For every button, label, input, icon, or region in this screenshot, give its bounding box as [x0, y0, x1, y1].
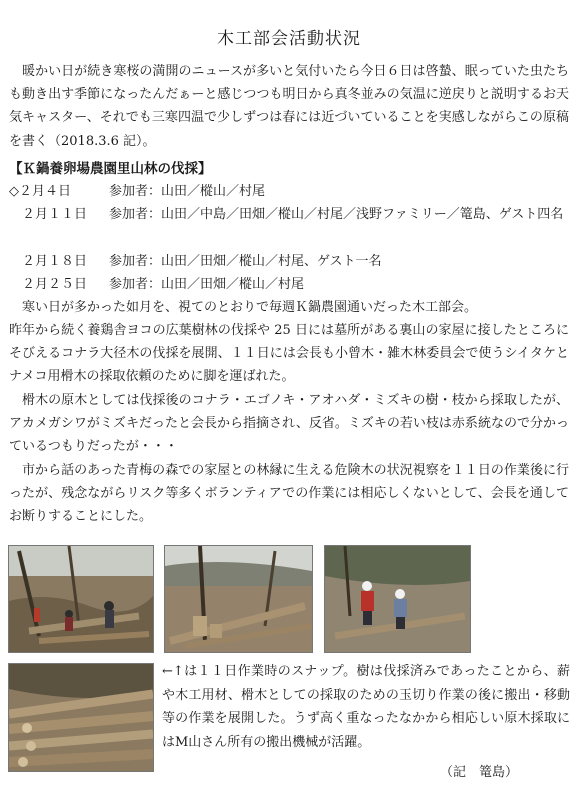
schedule-participants: 参加者：山田／田畑／樅山／村尾 — [109, 277, 305, 292]
schedule-date: ２月１８日 — [9, 254, 88, 269]
schedule-date: ◇２月４日 — [9, 184, 71, 199]
schedule-participants: 参加者：山田／中島／田畑／樅山／村尾／浅野ファミリー／篭島、ゲスト四名 — [109, 207, 564, 222]
photo-felled-trees-workers — [8, 545, 154, 653]
photo-caption: ←↑は１１日作業時のスナップ。樹は伐採済みであったことから、薪や木工用材、榾木としての採取のための玉切り作業の後に搬出・移動等の作業を展開した。うず高く重なったなかから相応しい原木採取にはM山さん所有の搬出機械が活躍。 — [162, 664, 570, 750]
body-paragraph: 市から話のあった青梅の森での家屋との林縁に生える危険木の状況視察を１１日の作業後に行ったが、残念ながらリスク等多くボランティアでの作業には相応しくないとして、会長を通してお断りすることにした。 — [9, 463, 569, 525]
photo-log-cutting-hillside — [164, 545, 313, 653]
schedule-participants: 参加者：山田／田畑／樅山／村尾、ゲスト一名 — [109, 254, 382, 269]
schedule-date: ２月１１日 — [9, 207, 88, 222]
photo-stacked-logs — [8, 663, 154, 772]
section-title: 【Ｋ鍋養卵場農園里山林の伐採】 — [9, 161, 212, 177]
schedule-date: ２月２５日 — [9, 277, 88, 292]
author-signature: （記 篭島） — [439, 765, 518, 780]
photo-workers-helmets — [324, 545, 471, 653]
body-paragraph: 寒い日が多かった如月を、視てのとおりで毎週Ｋ鍋農園通いだった木工部会。 — [9, 300, 478, 315]
page-title: 木工部会活動状況 — [217, 29, 361, 49]
intro-paragraph: 暖かい日が続き寒桜の満開のニュースが多いと気付いたら今日６日は啓蟄、眠っていた虫たちも動き出す季節になったんだぁーと感じつつも明日から真冬並みの気温に逆戻りと説明するお天気キャスター、それでも三寒四温で少しずつは春には近づいていることを実感しながらこの原稿を書く（2018.3.6 記）。 — [9, 64, 569, 149]
body-paragraph: 榾木の原木としては伐採後のコナラ・エゴノキ・アオハダ・ミズキの樹・枝から採取したが、アカメガシワがミズキだったと会長から指摘され、反省。ミズキの若い枝は赤系統なので分かっているつもりだったが・・・ — [9, 393, 569, 455]
body-paragraph: 昨年から続く養鶏舎ヨコの広葉樹林の伐採や 25 日には墓所がある裏山の家屋に接したところにそびえるコナラ大径木の伐採を展開、１１日には会長も小曾木・雑木林委員会で使うシイタケとナメコ用榾木の採取依頼のために脚を運ばれた。 — [9, 323, 569, 385]
schedule-participants: 参加者：山田／樅山／村尾 — [109, 184, 266, 199]
